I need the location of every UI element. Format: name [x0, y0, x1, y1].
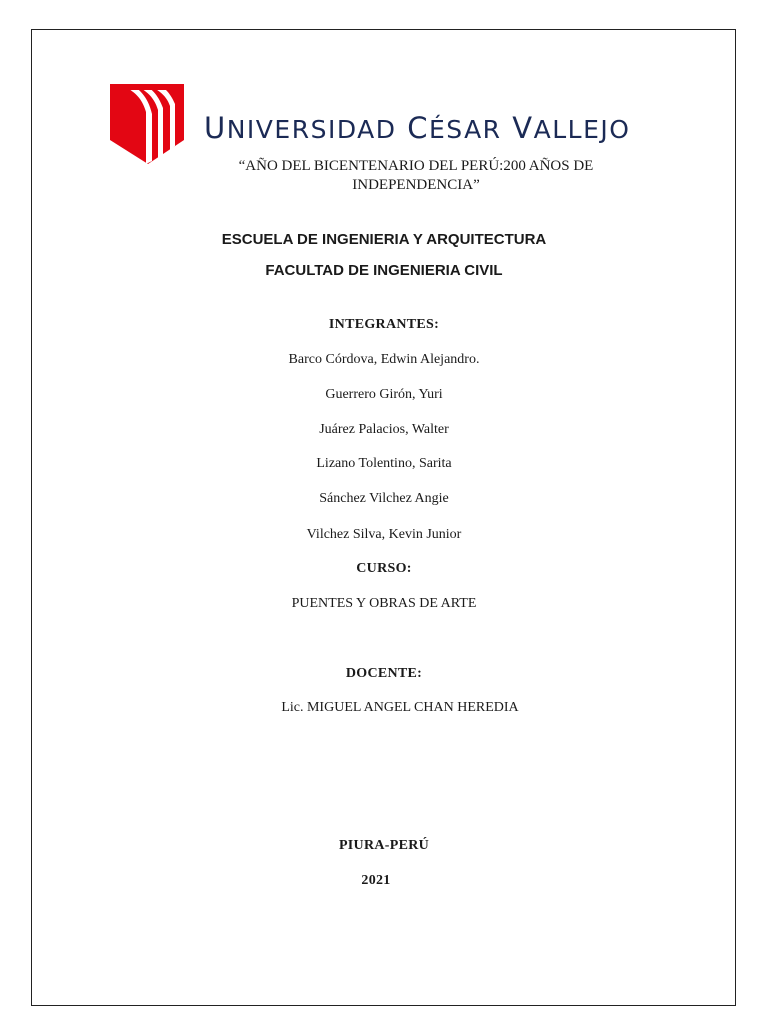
member-name: Juárez Palacios, Walter — [319, 422, 449, 437]
university-name: UNIVERSIDAD CÉSAR VALLEJO — [204, 111, 631, 145]
university-shield-logo — [108, 82, 186, 166]
member-name: Vilchez Silva, Kevin Junior — [306, 527, 462, 542]
bicentennial-motto: “AÑO DEL BICENTENARIO DEL PERÚ:200 AÑOS DE INDEPENDENCIA” — [238, 158, 594, 193]
year: 2021 — [361, 873, 391, 888]
teacher-heading: DOCENTE: — [345, 666, 423, 681]
location: PIURA-PERÚ — [338, 838, 430, 853]
course-heading: CURSO: — [356, 561, 412, 576]
members-heading: INTEGRANTES: — [328, 317, 440, 332]
member-name: Sánchez Vilchez Angie — [319, 491, 449, 506]
course-name: PUENTES Y OBRAS DE ARTE — [291, 596, 477, 611]
faculty-name: FACULTAD DE INGENIERIA CIVIL — [265, 262, 503, 279]
teacher-name: Lic. MIGUEL ANGEL CHAN HEREDIA — [281, 700, 519, 715]
member-name: Lizano Tolentino, Sarita — [316, 456, 452, 471]
member-name: Barco Córdova, Edwin Alejandro. — [288, 352, 480, 367]
member-name: Guerrero Girón, Yuri — [325, 387, 443, 402]
school-name: ESCUELA DE INGENIERIA Y ARQUITECTURA — [221, 231, 547, 248]
